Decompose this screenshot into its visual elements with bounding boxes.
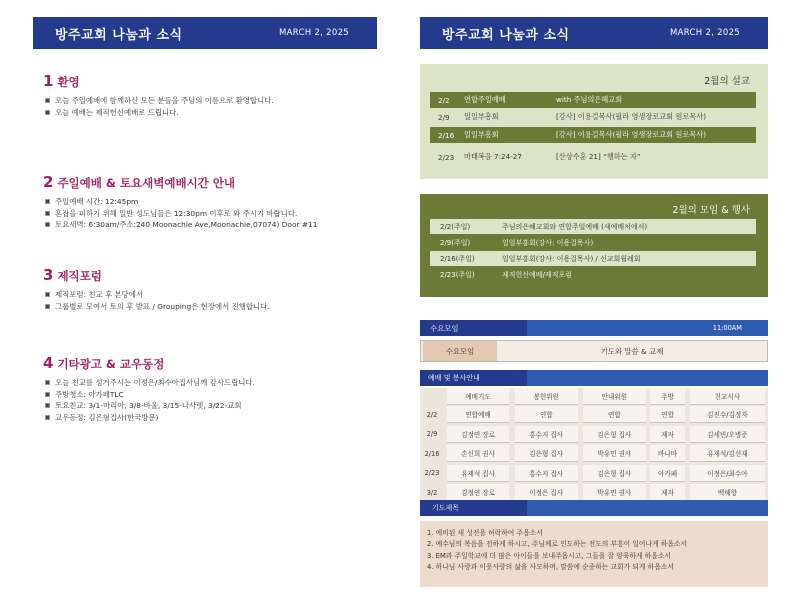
page-banner-right xyxy=(420,17,768,49)
list-item: 오늘 주일예배에 함께하신 모든 분들을 주님의 이름으로 환영합니다. xyxy=(43,95,383,107)
square-bullet-icon xyxy=(45,380,50,385)
sermon-row: 2/16 일일부흥회 [강사] 이용걸목사(필라 영생장로교회 원로목사) xyxy=(430,127,756,143)
list-item: 교우동정: 김은형집사(한국방문) xyxy=(43,412,383,424)
list-item: 혼잡을 피하기 위해 일반 성도님들은 12:30pm 이후로 와 주시기 바랍니다. xyxy=(43,208,383,220)
banner-title: 방주교회 나눔과 소식 xyxy=(55,27,183,43)
square-bullet-icon xyxy=(45,222,50,227)
wednesday-label: 수요모임 xyxy=(423,341,497,361)
banner-date: MARCH 2, 2025 xyxy=(669,28,740,38)
section-title: 3 제직포럼 xyxy=(43,266,102,284)
square-bullet-icon xyxy=(45,403,50,408)
wednesday-time: 11:00AM xyxy=(712,324,742,332)
section-worship-times xyxy=(43,173,383,231)
wednesday-header-label: 수요모임 xyxy=(420,320,527,336)
sermon-row: 2/9 일일부흥회 [강사] 이용걸목사(필라 영생장로교회 원로목사) xyxy=(438,112,706,122)
square-bullet-icon xyxy=(45,392,50,397)
list-item: 그룹별로 모여서 토의 후 발표 / Grouping은 현장에서 진행합니다. xyxy=(43,301,383,313)
list-item: 토요친교: 3/1-마리아, 3/8-바울, 3/15-나사렛, 3/22-교회 xyxy=(43,400,383,412)
list-item: 2. 예수님의 복음을 전하게 하시고, 주님께로 인도하는 전도의 부흥이 일어나게 하옵소서 xyxy=(427,540,688,549)
square-bullet-icon xyxy=(45,199,50,204)
square-bullet-icon xyxy=(45,110,50,115)
bullet-list xyxy=(43,289,383,312)
table-row: 2/16 손신희 권사 김은형 집사 박유민 권사 바나바 유재석/김선재 xyxy=(420,444,768,464)
section-announcements xyxy=(43,354,383,423)
bullet-list xyxy=(43,95,383,118)
banner-date: MARCH 2, 2025 xyxy=(278,28,349,38)
column-header: 봉헌위원 xyxy=(512,388,580,405)
sermon-box-title: 2월의 설교 xyxy=(704,76,750,87)
section-forum xyxy=(43,266,383,312)
column-header: 주방 xyxy=(648,388,686,405)
column-header: 친교식사 xyxy=(687,388,768,405)
bullet-list xyxy=(43,377,383,423)
list-item: 오늘 예배는 제직헌신예배로 드립니다. xyxy=(43,107,383,119)
prayer-header xyxy=(420,500,768,516)
banner-title: 방주교회 나눔과 소식 xyxy=(442,27,570,43)
sermon-row: 2/2 연합주일예배 with 주님의은혜교회 xyxy=(430,92,756,108)
table-row: 2/2 연합예배 연합 연합 연합 김진수/김정자 xyxy=(420,405,768,425)
list-item: 주일예배 시간: 12:45pm xyxy=(43,196,383,208)
table-row: 3/2 김정연 장로 이정은 집사 박유민 권사 제자 백혜향 xyxy=(420,483,768,503)
bullet-list xyxy=(43,196,383,231)
square-bullet-icon xyxy=(45,211,50,216)
wednesday-header xyxy=(420,320,768,336)
square-bullet-icon xyxy=(45,292,50,297)
section-welcome xyxy=(43,72,383,118)
column-header: 예배기도 xyxy=(444,388,512,405)
prayer-header-label: 기도제목 xyxy=(420,500,527,516)
column-header xyxy=(420,388,444,405)
events-schedule-box xyxy=(420,194,768,297)
wednesday-row xyxy=(420,340,768,362)
prayer-list xyxy=(420,521,768,587)
list-item: 1. 예비된 새 성전을 허락하여 주옵소서 xyxy=(427,529,543,537)
event-row: 2/2(주일) 주님의은혜교회와 연합주일예배 (새예배처에서) xyxy=(430,219,756,234)
section-title: 1 환영 xyxy=(43,72,80,90)
list-item: 주방청소: 아가페TLC xyxy=(43,389,383,401)
service-header-label: 예배 및 봉사안내 xyxy=(420,370,527,386)
section-title: 4 기타광고 & 교우동정 xyxy=(43,354,165,372)
event-row: 2/16(주일) 일일부흥회(강사: 이용걸목사) / 선교회월례회 xyxy=(430,251,756,266)
list-item: 제직포럼: 친교 후 본당에서 xyxy=(43,289,383,301)
event-row: 2/23(주일) 제직헌신예배/제직포럼 xyxy=(440,270,572,279)
table-row: 2/23 유재석 집사 홍수지 집사 김은형 집사 아가페 이정은/최수아 xyxy=(420,464,768,484)
list-item: 3. EM과 주일학교에 더 많은 아이들을 보내주옵시고, 그들을 잘 양육하게 하옵소서 xyxy=(427,551,671,560)
event-row: 2/9(주일) 일일부흥회(강사: 이용걸목사) xyxy=(440,238,594,247)
section-title: 2 주일예배 & 토요새벽예배시간 안내 xyxy=(43,173,236,191)
square-bullet-icon xyxy=(45,304,50,309)
service-header xyxy=(420,370,768,386)
wednesday-value: 기도와 말씀 & 교제 xyxy=(600,346,664,356)
table-row: 2/9 김정연 장로 홍수지 집사 김은형 집사 제자 김세빈/오병준 xyxy=(420,425,768,445)
square-bullet-icon xyxy=(45,98,50,103)
list-item: 4. 하나님 사랑과 이웃사랑의 삶을 사모하며, 말씀에 순종하는 교회가 되게 하옵소서 xyxy=(427,562,674,571)
page-banner-left xyxy=(33,17,377,49)
events-box-title: 2월의 모임 & 행사 xyxy=(672,205,750,216)
service-table xyxy=(420,388,768,503)
square-bullet-icon xyxy=(45,415,50,420)
column-header: 안내위원 xyxy=(580,388,648,405)
sermon-schedule-box xyxy=(420,64,768,179)
list-item: 토요새벽: 6:30am/주소:240 Moonachie Ave,Moonachie,07074) Door #11 xyxy=(43,219,383,231)
sermon-row: 2/23 마태복음 7:24-27 [산상수훈 21] “행하는 자” xyxy=(438,152,641,162)
list-item: 오늘 친교를 섬겨주시는 이정은/최수아집사님께 감사드립니다. xyxy=(43,377,383,389)
table-header-row xyxy=(420,388,768,405)
